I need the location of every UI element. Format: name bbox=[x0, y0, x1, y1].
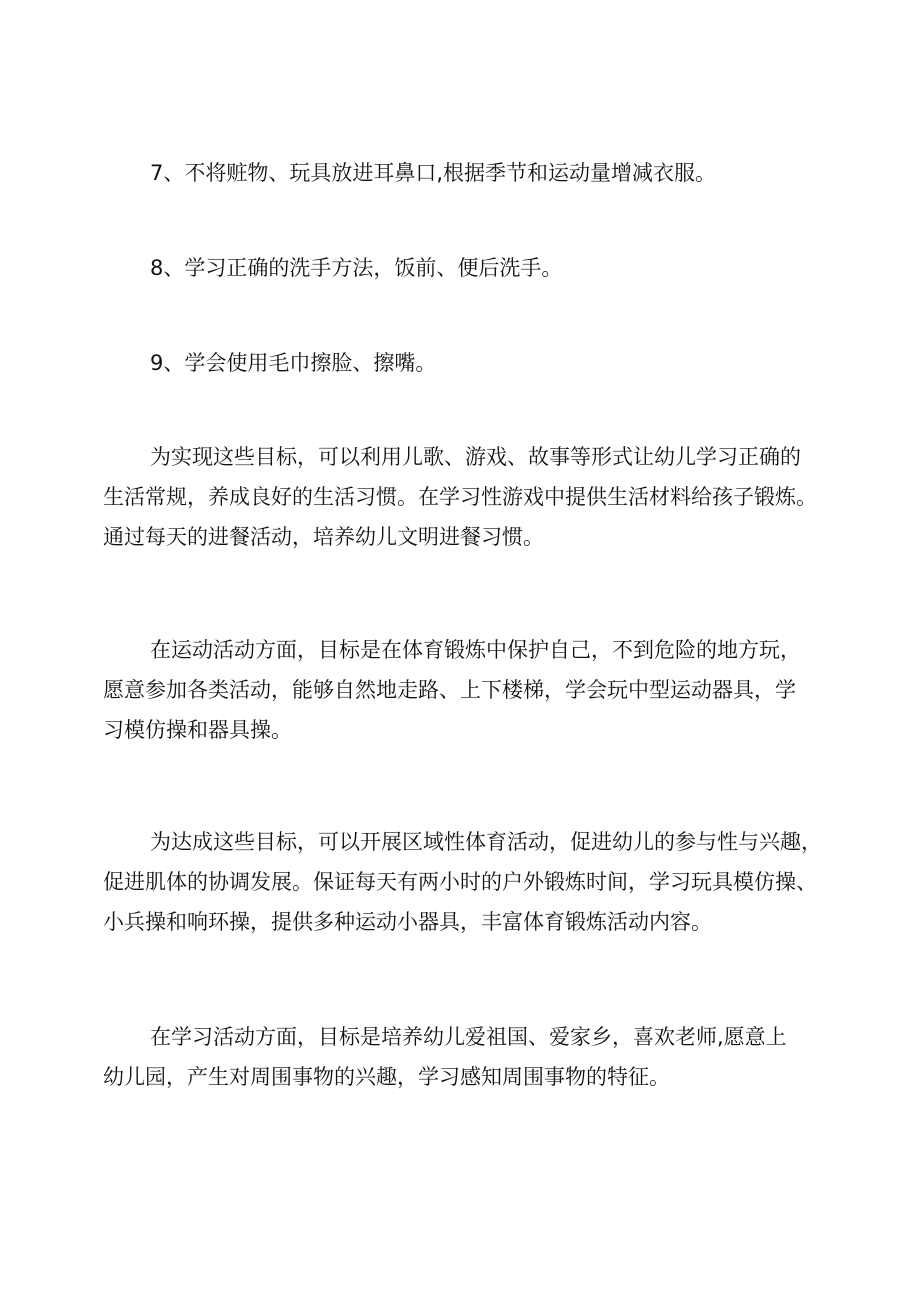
paragraph-line: 在运动活动方面，目标是在体育锻炼中保护自己，不到危险的地方玩， bbox=[150, 638, 801, 662]
paragraph-learning-goals bbox=[103, 1017, 823, 1097]
paragraph-sports-goals bbox=[103, 630, 823, 750]
paragraph-sports-methods bbox=[103, 822, 823, 942]
paragraph-line: 生活常规，养成良好的生活习惯。在学习性游戏中提供生活材料给孩子锻炼。 bbox=[103, 485, 817, 509]
list-item-text: 7、不将赃物、玩具放进耳鼻口,根据季节和运动量增减衣服。 bbox=[150, 161, 717, 185]
list-item-7 bbox=[150, 153, 870, 193]
paragraph-line: 小兵操和响环操，提供多种运动小器具，丰富体育锻炼活动内容。 bbox=[103, 910, 712, 934]
paragraph-line: 在学习活动方面，目标是培养幼儿爱祖国、爱家乡，喜欢老师,愿意上 bbox=[150, 1025, 787, 1049]
paragraph-life-routine bbox=[103, 437, 823, 557]
paragraph-line: 幼儿园，产生对周围事物的兴趣，学习感知周围事物的特征。 bbox=[103, 1065, 670, 1089]
paragraph-line: 为达成这些目标，可以开展区域性体育活动，促进幼儿的参与性与兴趣， bbox=[150, 830, 822, 854]
list-item-text: 9、学会使用毛巾擦脸、擦嘴。 bbox=[150, 351, 437, 375]
list-item-text: 8、学习正确的洗手方法，饭前、便后洗手。 bbox=[150, 256, 563, 280]
list-item-9 bbox=[150, 343, 870, 383]
paragraph-line: 愿意参加各类活动，能够自然地走路、上下楼梯，学会玩中型运动器具，学 bbox=[103, 678, 796, 702]
paragraph-line: 促进肌体的协调发展。保证每天有两小时的户外锻炼时间，学习玩具模仿操、 bbox=[103, 870, 817, 894]
paragraph-line: 通过每天的进餐活动，培养幼儿文明进餐习惯。 bbox=[103, 525, 544, 549]
paragraph-line: 为实现这些目标，可以利用儿歌、游戏、故事等形式让幼儿学习正确的 bbox=[150, 445, 801, 469]
paragraph-line: 习模仿操和器具操。 bbox=[103, 718, 292, 742]
list-item-8 bbox=[150, 248, 870, 288]
